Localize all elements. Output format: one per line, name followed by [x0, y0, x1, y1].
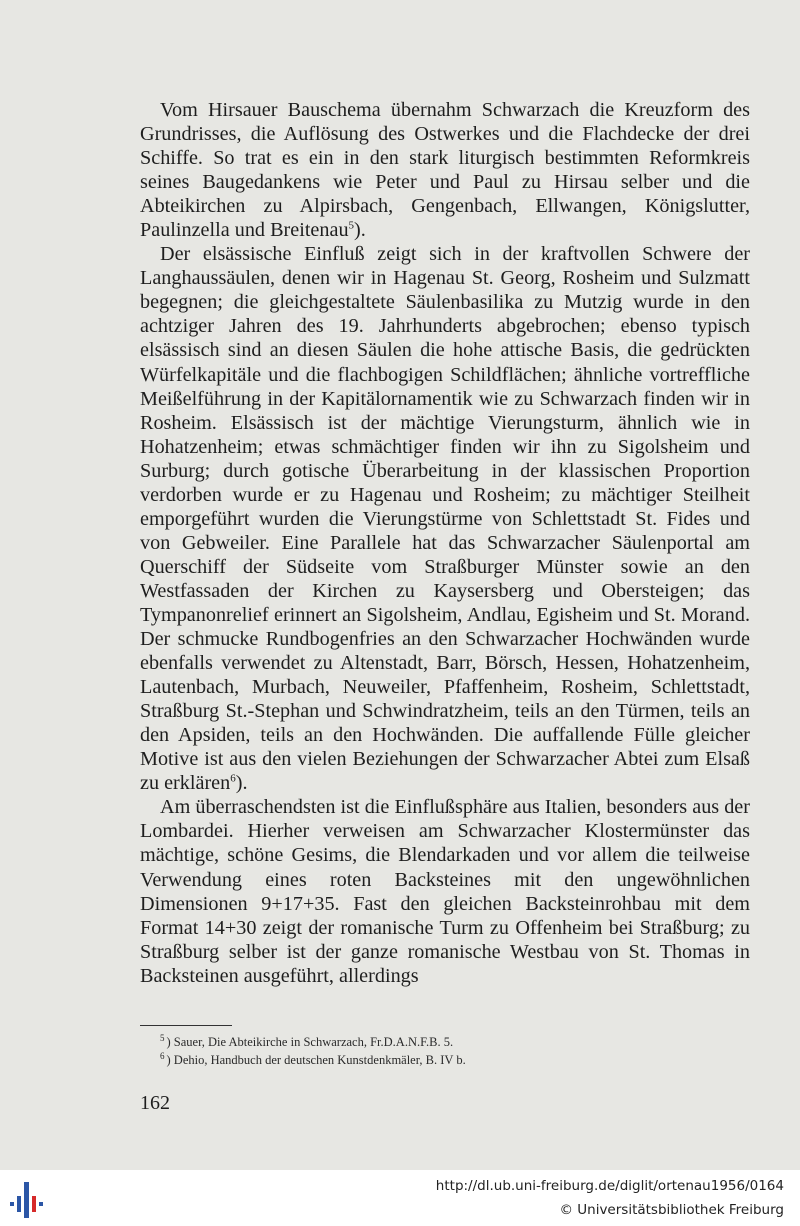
footnote-6: $^6$ ) Dehio, Handbuch der deutschen Kunstdenkmäler, B. IV b.: [160, 1050, 466, 1067]
footer-bar: [0, 1170, 800, 1226]
footnote-ref-6: 6: [230, 772, 236, 785]
paragraph-2: Der elsässische Einfluß zeigt sich in der kraftvollen Schwere der Langhaussäulen, denen wir in Hagenau St. Georg, Rosheim und Sulzmatt begegnen; die gleichgestaltete Säulenbasilika zu Mutzig wurde in den achtziger Jahren des 19. Jahrhunderts abgebrochen; ebenso typisch elsässisch sind an diesen Säulen die hohe attische Basis, die gedrückten Würfelkapitäle und die flachbogigen Schildflächen; ähnliche vortreffliche Meißelführung in der Kapitälornamentik wie zu Schwarzach finden wir in Rosheim. Elsässisch ist der mächtige Vierungsturm, ähnlich wie in Hohatzenheim; etwas schmächtiger finden wir ihn zu Sigolsheim und Surburg; durch gotische Überarbeitung in der klassischen Proportion verdorben wurde er zu Hagenau und Rosheim; zu mächtiger Steilheit emporgeführt wurden die Vierungstürme von Schlettstadt St. Fides und von Gebweiler. Eine Parallele hat das Schwarzacher Säulenportal am Querschiff der Südseite vom Straßburger Münster sowie an den Westfassaden der Kirchen zu Kaysersberg und Obersteigen; das Tympanonrelief erinnert an Sigolsheim, Andlau, Egisheim und St. Morand. Der schmucke Rundbogenfries an den Schwarzacher Hochwänden wurde ebenfalls verwendet zu Altenstadt, Barr, Börsch, Hessen, Hohatzenheim, Lautenbach, Murbach, Neuweiler, Pfaffenheim, Rosheim, Schlettstadt, Straßburg St.-Stephan und Schwindratzheim, teils an den Türmen, teils an den Apsiden, teils an den Hochwänden. Die auffallende Fülle gleicher Motive ist aus den vielen Beziehungen der Schwarzacher Abtei zum Elsaß zu erklären$^6$).: [140, 243, 750, 795]
footnote-ref-5: 5: [348, 219, 355, 232]
page-number: 162: [140, 1092, 170, 1114]
footnotes: [160, 1033, 720, 1069]
footnote-separator: [140, 1025, 232, 1026]
paragraph-3: Am überraschendsten ist die Einflußsphäre aus Italien, besonders aus der Lombardei. Hierher verweisen am Schwarzacher Klostermünster das mächtige, schöne Gesims, die Blendarkaden und vor allem die teilweise Verwendung eines roten Backsteines mit den ungewöhnlichen Dimensionen 9+17+35. Fast den gleichen Backsteinrohbau mit dem Format 14+30 zeigt der romanische Turm zu Offenheim bei Straßburg; zu Straßburg selber ist der ganze romanische Westbau von St. Thomas in Backsteinen ausgeführt, allerdings: [140, 796, 750, 987]
paragraph-1: Vom Hirsauer Bauschema übernahm Schwarzach die Kreuzform des Grundrisses, die Auflösung des Ostwerkes und die Flachdecke der drei Schiffe. So trat es ein in den stark liturgisch bestimmten Reformkreis seines Baugedankens wie Peter und Paul zu Hirsau selber und die Abteikirchen zu Alpirsbach, Gengenbach, Ellwangen, Königslutter, Paulinzella und Breitenau$^5$).: [140, 99, 750, 242]
footnote-5: $^5$ ) Sauer, Die Abteikirche in Schwarzach, Fr.D.A.N.F.B. 5.: [160, 1032, 454, 1049]
copyright-text: © Universitätsbibliothek Freiburg: [559, 1202, 784, 1218]
permalink-url[interactable]: http://dl.ub.uni-freiburg.de/diglit/ortenau1956/0164: [435, 1178, 784, 1194]
library-logo-icon: [8, 1178, 52, 1220]
body-text: [140, 98, 750, 988]
